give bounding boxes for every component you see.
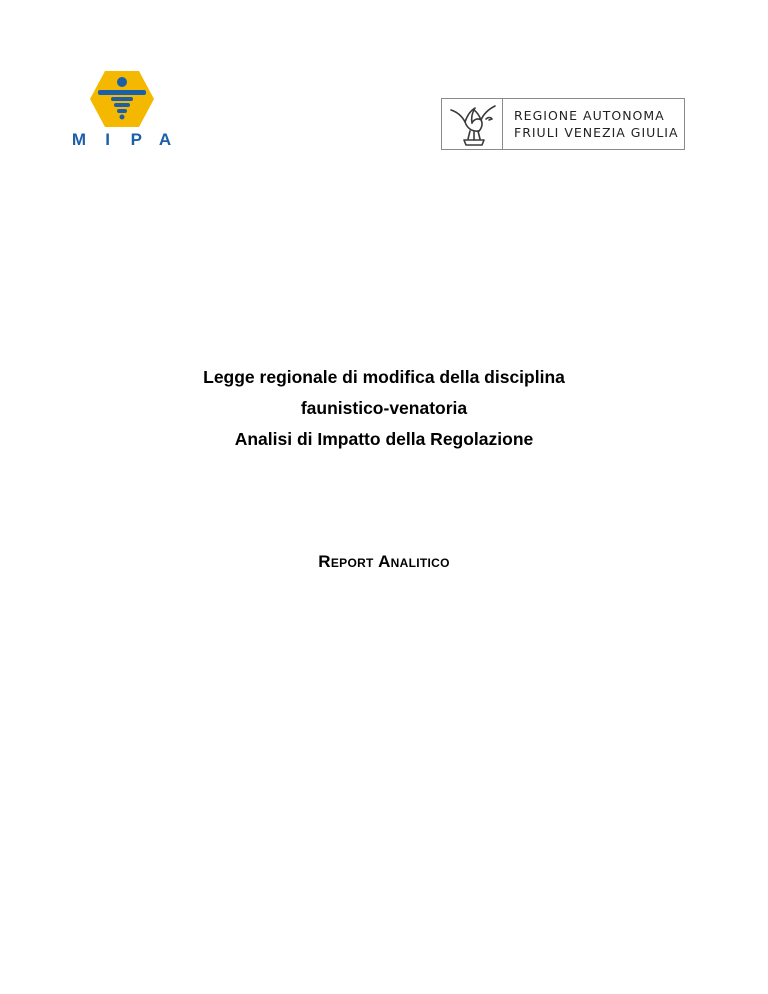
document-title	[0, 362, 768, 455]
mipa-hexagon-bee-icon	[89, 70, 155, 128]
region-logo-divider	[502, 99, 503, 149]
mipa-logo	[70, 70, 174, 152]
mipa-wordmark	[70, 130, 174, 150]
mipa-letter: P	[130, 130, 142, 149]
report-heading: Report Analitico	[318, 552, 450, 571]
eagle-emblem-icon	[448, 102, 498, 147]
title-line-2: faunistico-venatoria	[300, 398, 468, 418]
title-line-3: Analisi di Impatto della Regolazione	[234, 429, 534, 449]
mipa-letter: I	[105, 130, 111, 149]
region-name	[514, 107, 679, 141]
region-name-line2: FRIULI VENEZIA GIULIA	[514, 125, 679, 140]
region-fvg-logo	[441, 98, 685, 150]
mipa-letter: A	[158, 130, 172, 149]
mipa-letter: M	[71, 130, 87, 149]
title-line-1: Legge regionale di modifica della disciplina	[203, 367, 565, 387]
region-name-line1: REGIONE AUTONOMA	[514, 108, 665, 123]
